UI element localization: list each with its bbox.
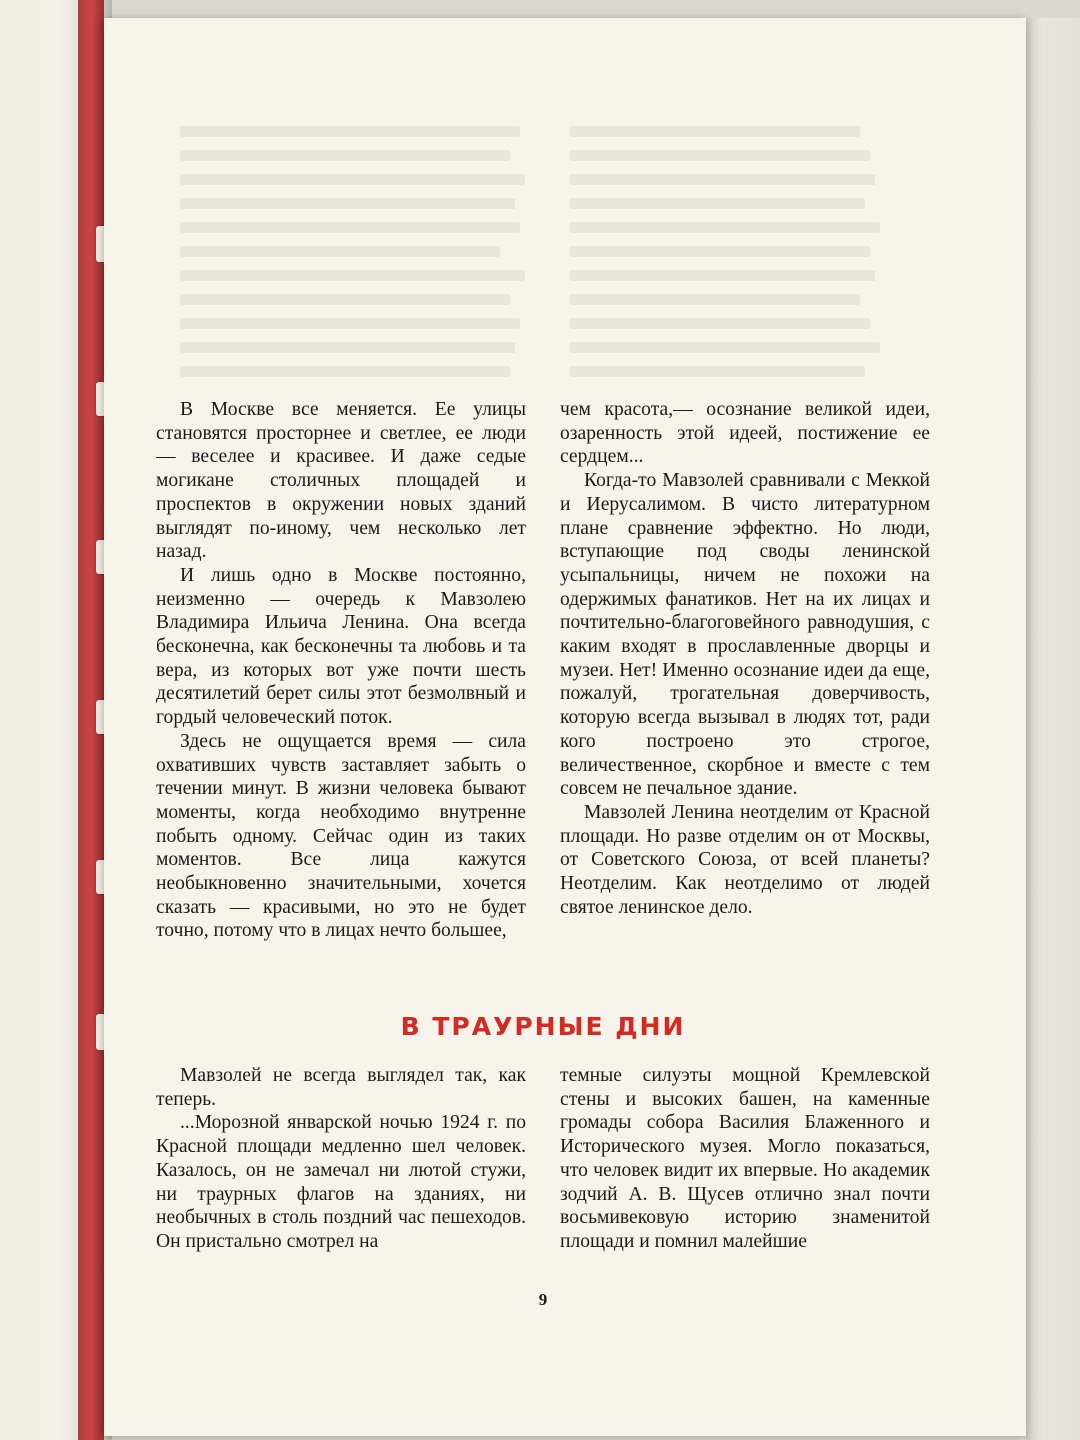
paragraph: ...Морозной январской ночью 1924 г. по Красной площади медленно шел человек. Казалось, он не замечал ни лютой стужи, ни траурных флагов на зданиях, ни необычных в столь поздний час пешеходов. Он пристально смотрел на	[156, 1112, 526, 1252]
paragraph: И лишь одно в Москве постоянно, неизменно — очередь к Мавзолею Владимира Ильича Ленина. Она всегда бесконечна, как бесконечны та любовь и та вера, из которых вот уже почти шесть десятилетий берет силы этот безмолвный и гордый человеческий поток.	[156, 564, 526, 729]
text-column-bottom-right	[560, 1064, 930, 1254]
paragraph: чем красота,— осознание великой идеи, озаренность этой идеей, постижение ее сердцем...	[560, 399, 930, 468]
text-column-top-left	[156, 398, 526, 943]
section-heading: В ТРАУРНЫЕ ДНИ	[400, 1012, 686, 1041]
paragraph: Здесь не ощущается время — сила охвативших чувств заставляет забыть о течении минут. В жизни человека бывают моменты, когда необходимо внутренне побыть одному. Сейчас один из таких моментов. Все лица кажутся необыкновенно значительными, хочется сказать — красивыми, но это не будет точно, потому что в лицах нечто большее,	[156, 730, 526, 942]
paragraph: Мавзолей Ленина неотделим от Красной площади. Но разве отделим он от Москвы, от Советского Союза, от всей планеты? Неотделим. Как неотделимо от людей святое ленинское дело.	[560, 801, 930, 918]
page-stack-edge	[1026, 18, 1080, 1440]
text-column-top-right	[560, 398, 930, 919]
page-number: 9	[538, 1290, 548, 1309]
paragraph: Когда-то Мавзолей сравнивали с Меккой и Иерусалимом. В чисто литературном плане сравнение эффектно. Но люди, вступающие под своды ленинской усыпальницы, ничем не похожи на одержимых фанатиков. Нет на их лицах и почтительно-благоговейного равнодушия, с каким входят в прославленные дворцы и музеи. Нет! Именно осознание идеи да еще, пожалуй, трогательная доверчивость, которую всегда вызывал в людях тот, ради кого построено это строгое, величественное, скорбное и вместе с тем совсем не печальное здание.	[560, 470, 930, 800]
paragraph: В Москве все меняется. Ее улицы становятся просторнее и светлее, ее люди — веселее и красивее. И даже седые могикане столичных площадей и проспектов в окружении новых зданий выглядят по-иному, чем несколько лет назад.	[156, 399, 526, 563]
text-column-bottom-left	[156, 1064, 526, 1254]
paragraph: Мавзолей не всегда выглядел так, как теперь.	[156, 1065, 526, 1110]
paragraph: темные силуэты мощной Кремлевской стены и высоких башен, на каменные громады собора Василия Блаженного и Исторического музея. Могло показаться, что человек видит их впервые. Но академик зодчий А. В. Щусев отлично знал почти восьмивековую историю знаменитой площади и помнил малейшие	[560, 1065, 930, 1252]
